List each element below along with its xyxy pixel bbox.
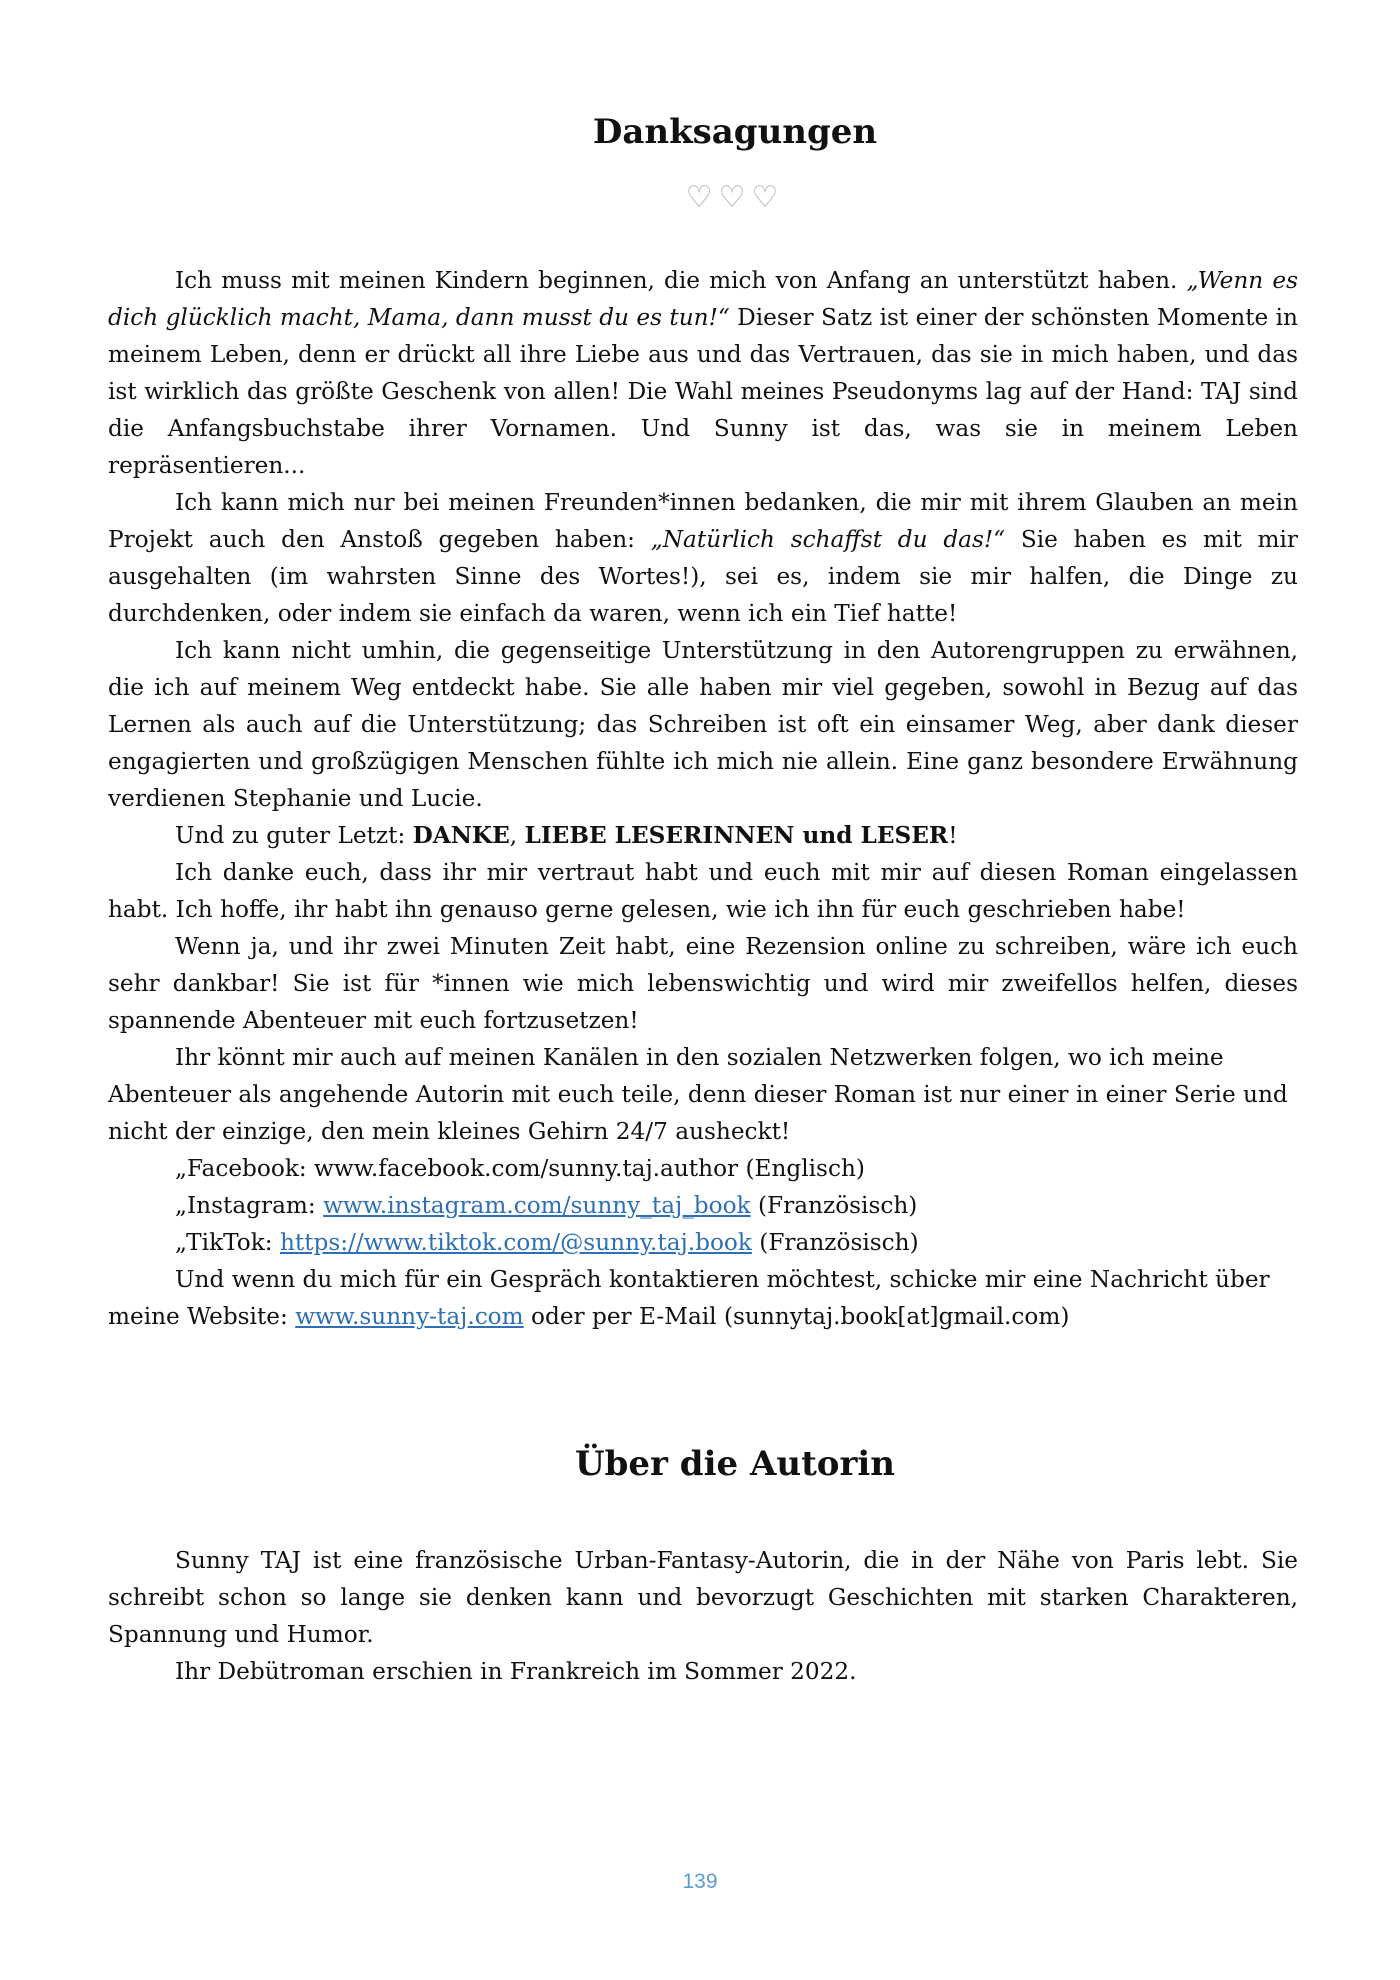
facebook-line: „Facebook: www.facebook.com/sunny.taj.author (Englisch) xyxy=(175,1155,865,1182)
text: Dieser Satz ist einer der schönsten Momente in meinem Leben, denn er drückt all ihre Liebe aus und das Vertrauen, das sie in mich haben, und das ist wirklich das größte Geschenk von allen! Die Wahl meines Pseudonyms lag auf der Hand: TAJ sind die Anfangsbuchstabe ihrer Vornamen. Und Sunny ist das, was sie in meinem Leben repräsentieren... xyxy=(108,304,1298,479)
paragraph: Ich danke euch, dass ihr mir vertraut habt und euch mit mir auf diesen Roman eingelassen habt. Ich hoffe, ihr habt ihn genauso gerne gelesen, wie ich ihn für euch geschrieben habe! xyxy=(108,859,1298,923)
text: Und zu guter Letzt: xyxy=(175,822,413,849)
paragraph: Ich kann nicht umhin, die gegenseitige Unterstützung in den Autorengruppen zu erwähnen, die ich auf meinem Weg entdeckt habe. Sie alle haben mir viel gegeben, sowohl in Bezug auf das Lernen als auch auf die Unterstützung; das Schreiben ist oft ein einsamer Weg, aber dank dieser engagierten und großzügigen Menschen fühlte ich mich nie allein. Eine ganz besondere Erwähnung verdienen Stephanie und Lucie. xyxy=(108,637,1298,812)
instagram-line xyxy=(108,1187,1298,1224)
heading-about-author: Über die Autorin xyxy=(575,1444,895,1484)
quote: „Wenn es dich glücklich macht, Mama, dann musst du es tun!“ xyxy=(108,267,1298,331)
label: „TikTok: xyxy=(175,1229,280,1256)
contact-paragraph xyxy=(108,1261,1298,1335)
text: Ich kann mich nur bei meinen Freunden*innen bedanken, die mir mit ihrem Glauben an mein Projekt auch den Anstoß gegeben haben: xyxy=(108,489,1298,553)
bold-text: DANKE xyxy=(412,822,510,849)
paragraph xyxy=(108,484,1298,632)
acknowledgements-body xyxy=(108,262,1298,1335)
text: Sie haben es mit mir ausgehalten (im wahrsten Sinne des Wortes!), sei es, indem sie mir halfen, die Dinge zu durchdenken, oder indem sie einfach da waren, wenn ich ein Tief hatte! xyxy=(108,526,1299,627)
paragraph xyxy=(108,817,1298,854)
paragraph xyxy=(108,262,1298,484)
bold-text: LIEBE LESERINNEN und LESER xyxy=(524,822,949,849)
page-number: 139 xyxy=(682,1870,718,1893)
heading-danksagungen: Danksagungen xyxy=(592,112,878,152)
paragraph: Wenn ja, und ihr zwei Minuten Zeit habt, eine Rezension online zu schreiben, wäre ich euch sehr dankbar! Sie ist für *innen wie mich lebenswichtig und wird mir zweifellos helfen, dieses spannende Abenteuer mit euch fortzusetzen! xyxy=(108,933,1298,1034)
text: oder per E-Mail (sunnytaj.book[at]gmail.com) xyxy=(523,1303,1070,1330)
suffix: (Französisch) xyxy=(750,1192,918,1219)
instagram-link[interactable]: www.instagram.com/sunny_taj_book xyxy=(323,1192,751,1219)
paragraph: Sunny TAJ ist eine französische Urban-Fantasy-Autorin, die in der Nähe von Paris lebt. Sie schreibt schon so lange sie denken kann und bevorzugt Geschichten mit starken Charakteren, Spannung und Humor. xyxy=(108,1547,1298,1648)
text: , xyxy=(509,822,525,849)
label: „Instagram: xyxy=(175,1192,324,1219)
paragraph: Ihr könnt mir auch auf meinen Kanälen in den sozialen Netzwerken folgen, wo ich meine Abenteuer als angehende Autorin mit euch teile, denn dieser Roman ist nur einer in einer Serie und nicht der einzige, den mein kleines Gehirn 24/7 ausheckt! xyxy=(108,1044,1288,1145)
text: Und wenn du mich für ein Gespräch kontaktieren möchtest, schicke mir eine Nachricht über meine Website: xyxy=(108,1266,1270,1330)
tiktok-line xyxy=(108,1224,1298,1261)
quote: „Natürlich schaffst du das!“ xyxy=(650,526,1006,553)
about-body xyxy=(108,1542,1298,1690)
text: ! xyxy=(948,822,958,849)
suffix: (Französisch) xyxy=(751,1229,919,1256)
tiktok-link[interactable]: https://www.tiktok.com/@sunny.taj.book xyxy=(279,1229,752,1256)
website-link[interactable]: www.sunny-taj.com xyxy=(295,1303,524,1330)
paragraph: Ihr Debütroman erschien in Frankreich im Sommer 2022. xyxy=(175,1658,857,1685)
hearts-ornament-icon: ♡♡♡ xyxy=(685,180,785,215)
text: Ich muss mit meinen Kindern beginnen, die mich von Anfang an unterstützt haben. xyxy=(175,267,1187,294)
